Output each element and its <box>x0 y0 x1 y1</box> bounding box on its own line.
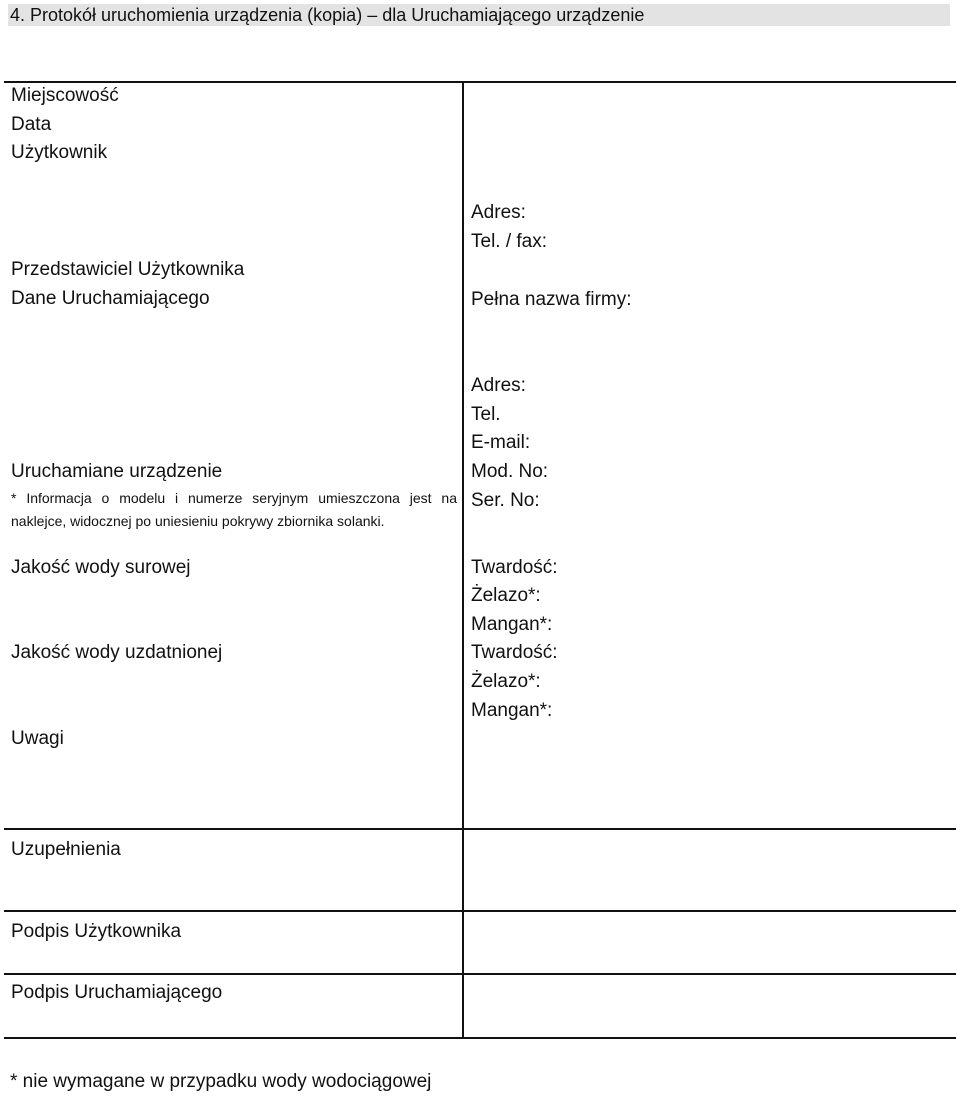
label-mod-no: Mod. No: <box>471 461 549 482</box>
label-email: E-mail: <box>471 432 531 453</box>
label-dane-uruchamiajacego: Dane Uruchamiającego <box>11 288 210 309</box>
label-pelna-nazwa-firmy: Pełna nazwa firmy: <box>471 289 632 310</box>
label-twardosc-surowa: Twardość: <box>471 557 558 578</box>
label-podpis-uzytkownika: Podpis Użytkownika <box>11 921 182 942</box>
label-adres-user: Adres: <box>471 202 526 223</box>
table-bottom-border <box>4 1037 956 1039</box>
label-twardosc-uzdatniona: Twardość: <box>471 642 558 663</box>
device-info-note: * Informacja o modelu i numerze seryjnym umieszczona jest na naklejce, widocznej po uniesieniu pokrywy zbiornika solanki. <box>11 490 457 529</box>
label-jakosc-uzdatnionej: Jakość wody uzdatnionej <box>11 642 223 663</box>
label-uruchamiane-urzadzenie: Uruchamiane urządzenie <box>11 461 223 482</box>
label-mangan-uzdatniona: Mangan*: <box>471 700 553 721</box>
label-data: Data <box>11 114 52 135</box>
section-heading: 4. Protokół uruchomienia urządzenia (kopia) – dla Uruchamiającego urządzenie <box>8 4 950 26</box>
table-top-border <box>4 81 956 83</box>
label-podpis-uruchamiajacego: Podpis Uruchamiającego <box>11 982 223 1003</box>
label-zelazo-uzdatniona: Żelazo*: <box>471 671 541 692</box>
label-ser-no: Ser. No: <box>471 490 540 511</box>
label-uwagi: Uwagi <box>11 728 64 749</box>
label-miejscowosc: Miejscowość <box>11 85 119 106</box>
label-przedstawiciel: Przedstawiciel Użytkownika <box>11 259 245 280</box>
label-mangan-surowa: Mangan*: <box>471 614 553 635</box>
row-divider-uzupelnienia <box>4 828 956 830</box>
label-jakosc-surowej: Jakość wody surowej <box>11 557 191 578</box>
label-uzupelnienia: Uzupełnienia <box>11 839 121 860</box>
table-column-divider <box>462 81 464 1039</box>
label-uzytkownik: Użytkownik <box>11 142 108 163</box>
label-tel-fax: Tel. / fax: <box>471 231 548 252</box>
row-divider-podpis-uzytkownika <box>4 910 956 912</box>
label-adres-installer: Adres: <box>471 375 526 396</box>
row-divider-podpis-uruchamiajacego <box>4 973 956 975</box>
label-zelazo-surowa: Żelazo*: <box>471 585 541 606</box>
footnote: * nie wymagane w przypadku wody wodociągowej <box>10 1071 432 1092</box>
label-tel: Tel. <box>471 404 501 425</box>
